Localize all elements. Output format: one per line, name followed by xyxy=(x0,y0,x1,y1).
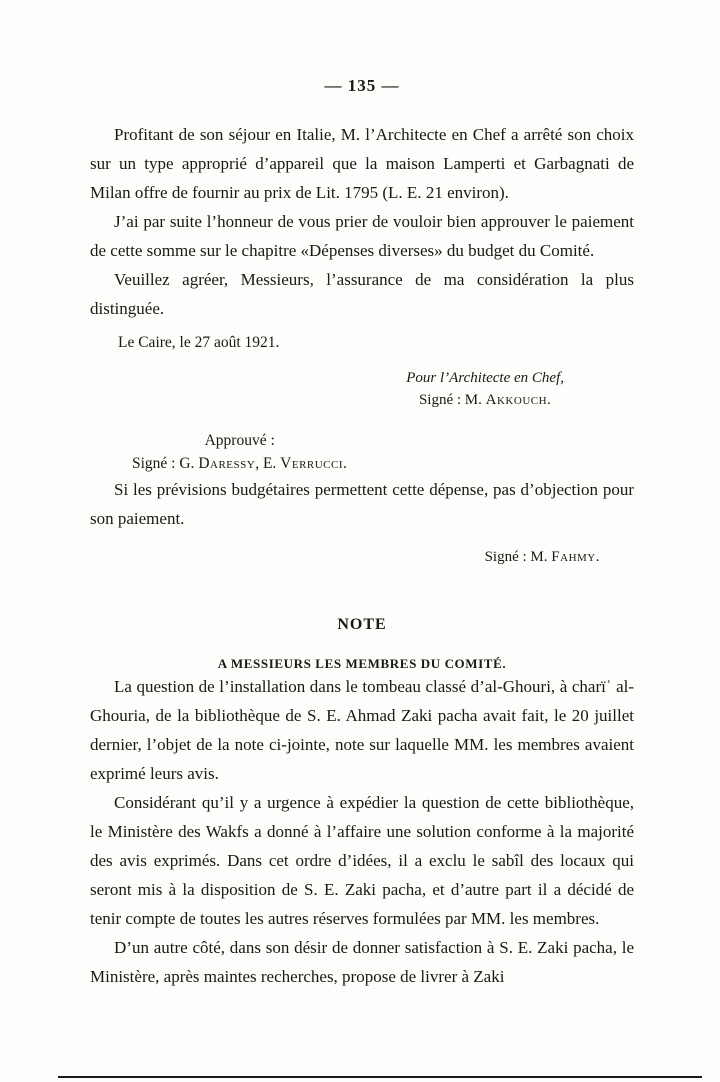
approval-signature-line: Signé : G. Daressy, E. Verrucci. xyxy=(132,455,348,472)
dateline: Le Caire, le 27 août 1921. xyxy=(118,334,280,351)
letter-paragraph: Profitant de son séjour en Italie, M. l’Architecte en Chef a arrêté son choix sur un type approprié d’appareil que la maison Lamperti et Garbagnati de Milan offre de fournir au prix de Lit. 1795 (L. E. 21 environ). xyxy=(90,125,634,202)
signature-role: Pour l’Architecte en Chef, xyxy=(406,370,564,386)
approval-label: Approuvé : xyxy=(204,432,275,449)
signatory-name: Verrucci. xyxy=(280,455,348,472)
remark-signature-line: Signé : M. Fahmy. xyxy=(484,549,600,565)
letter-paragraph: J’ai par suite l’honneur de vous prier de vouloir bien approuver le paiement de cette somme sur le chapitre «Dépenses diverses» du budget du Comité. xyxy=(90,212,634,260)
signatory-name: Fahmy. xyxy=(551,549,600,565)
signature-line: Signé : M. Akkouch. xyxy=(418,392,552,408)
note-subheading: A MESSIEURS LES MEMBRES DU COMITÉ. xyxy=(217,656,507,671)
signatory-name: Akkouch. xyxy=(485,392,552,408)
note-paragraph: La question de l’installation dans le tombeau classé d’al-Ghouri, à charïʿ al-Ghouria, de la bibliothèque de S. E. Ahmad Zaki pacha avait fait, le 20 juillet dernier, l’objet de la note ci-jointe, note sur laquelle MM. les membres avaient exprimé leurs avis. xyxy=(90,677,634,783)
signatory-name: Daressy xyxy=(198,455,256,472)
note-paragraph: D’un autre côté, dans son désir de donner satisfaction à S. E. Zaki pacha, le Ministère, après maintes recherches, propose de livrer à Zaki xyxy=(90,938,634,986)
scan-edge-line xyxy=(58,1076,702,1078)
approval-block xyxy=(132,429,347,475)
note-paragraph: Considérant qu’il y a urgence à expédier la question de cette bibliothèque, le Ministère des Wakfs a donné à l’affaire une solution conforme à la majorité des avis exprimés. Dans cet ordre d’idées, il a exclu le sabîl des locaux qui seront mis à la disposition de S. E. Zaki pacha, et d’autre part il a décidé de tenir compte de toutes les autres réserves formulées par MM. les membres. xyxy=(90,793,634,928)
budget-remark: Si les prévisions budgétaires permettent cette dépense, pas d’objection pour son paiement. xyxy=(90,480,634,528)
note-heading: NOTE xyxy=(337,616,387,633)
letter-paragraph: Veuillez agréer, Messieurs, l’assurance de ma considération la plus distinguée. xyxy=(90,270,634,318)
page-number: — 135 — xyxy=(324,76,400,95)
architect-signature-block xyxy=(90,367,564,411)
